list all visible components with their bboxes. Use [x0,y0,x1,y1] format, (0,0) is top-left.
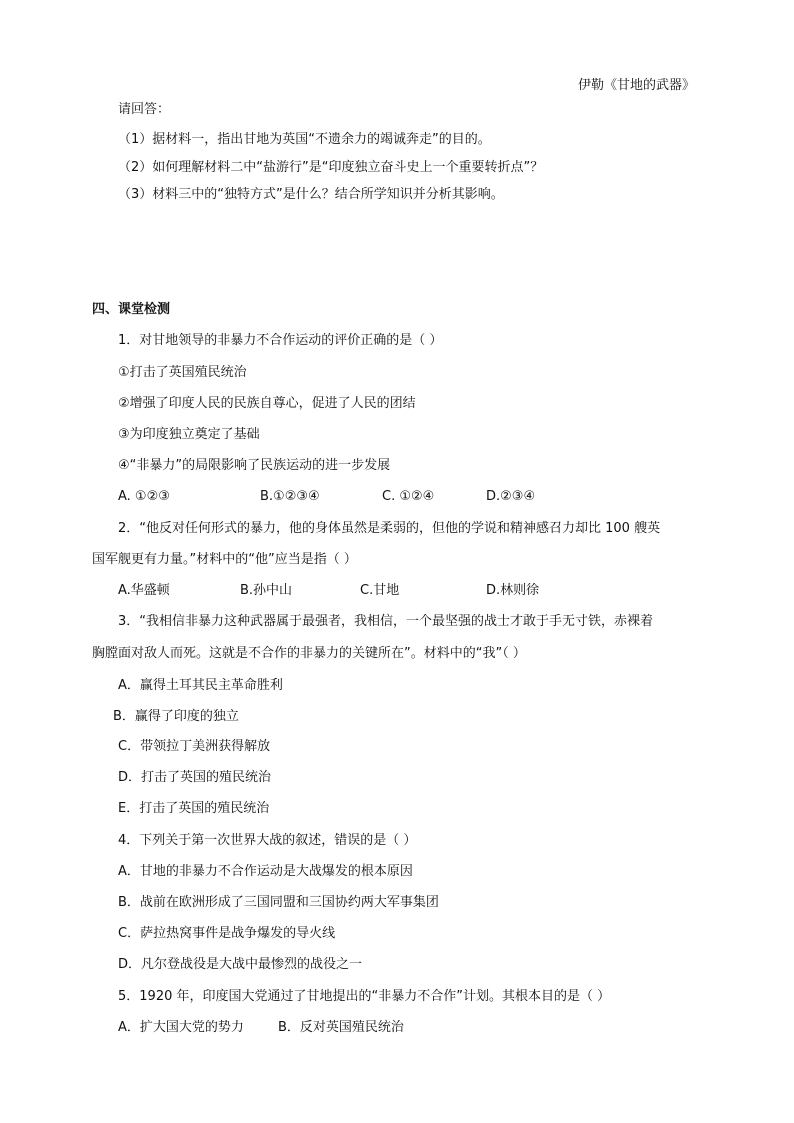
q4-option-c: C．萨拉热窝事件是战争爆发的导火线 [118,926,336,941]
q1-stem: 1．对甘地领导的非暴力不合作运动的评价正确的是（ ） [118,333,443,348]
q3-stem-line-1: 3．“我相信非暴力这种武器属于最强者，我相信，一个最坚强的战士才敢于手无寸铁，赤裸着 [118,614,654,629]
q5-option-b: B．反对英国殖民统治 [278,1020,404,1035]
section-title: 四、课堂检测 [92,302,171,317]
q2-stem-line-1: 2．“他反对任何形式的暴力，他的身体虽然是柔弱的，但他的学说和精神感召力却比 100 艘英 [118,521,661,536]
q3-stem-line-2: 胸膛面对敌人而死。这就是不合作的非暴力的关键所在”。材料中的“我”（ ） [92,646,526,661]
q2-option-b: B.孙中山 [240,583,293,598]
q2-option-a: A.华盛顿 [118,583,170,598]
q1-option-b: B.①②③④ [260,489,320,504]
q4-option-a: A．甘地的非暴力不合作运动是大战爆发的根本原因 [118,864,413,879]
questions-lead: 请回答： [118,102,171,117]
q1-statement-2: ②增强了印度人民的民族自尊心，促进了人民的团结 [118,396,416,411]
q3-option-b: B．赢得了印度的独立 [113,709,239,724]
q1-option-c: C. ①②④ [382,489,435,504]
q1-statement-4: ④“非暴力”的局限影响了民族运动的进一步发展 [118,458,391,473]
q3-option-a: A．赢得土耳其民主革命胜利 [118,678,283,693]
sub-question-2: （2）如何理解材料二中“盐游行”是“印度独立奋斗史上一个重要转折点”？ [118,160,544,175]
q3-option-d: D．打击了英国的殖民统治 [118,770,272,785]
sub-question-1: （1）据材料一，指出甘地为英国“不遗余力的竭诚奔走”的目的。 [118,132,491,147]
q1-option-d: D.②③④ [486,489,536,504]
q3-option-e: E．打击了英国的殖民统治 [118,801,270,816]
q5-option-a: A．扩大国大党的势力 [118,1020,244,1035]
q2-stem-line-2: 国军舰更有力量。”材料中的“他”应当是指（ ） [92,552,357,567]
q1-option-a: A. ①②③ [118,489,170,504]
q3-option-c: C．带领拉丁美洲获得解放 [118,739,271,754]
q2-option-c: C.甘地 [360,583,400,598]
q4-stem: 4．下列关于第一次世界大战的叙述，错误的是（ ） [118,833,417,848]
q4-option-d: D．凡尔登战役是大战中最惨烈的战役之一 [118,957,363,972]
q2-option-d: D.林则徐 [486,583,540,598]
q1-statement-1: ①打击了英国殖民统治 [118,365,247,380]
source-citation: 伊勒《甘地的武器》 [578,78,696,93]
q1-statement-3: ③为印度独立奠定了基础 [118,427,260,442]
sub-question-3: （3）材料三中的“独特方式”是什么？结合所学知识并分析其影响。 [118,187,504,202]
q4-option-b: B．战前在欧洲形成了三国同盟和三国协约两大军事集团 [118,895,439,910]
q5-stem: 5．1920 年，印度国大党通过了甘地提出的“非暴力不合作”计划。其根本目的是（ ） [118,989,611,1004]
